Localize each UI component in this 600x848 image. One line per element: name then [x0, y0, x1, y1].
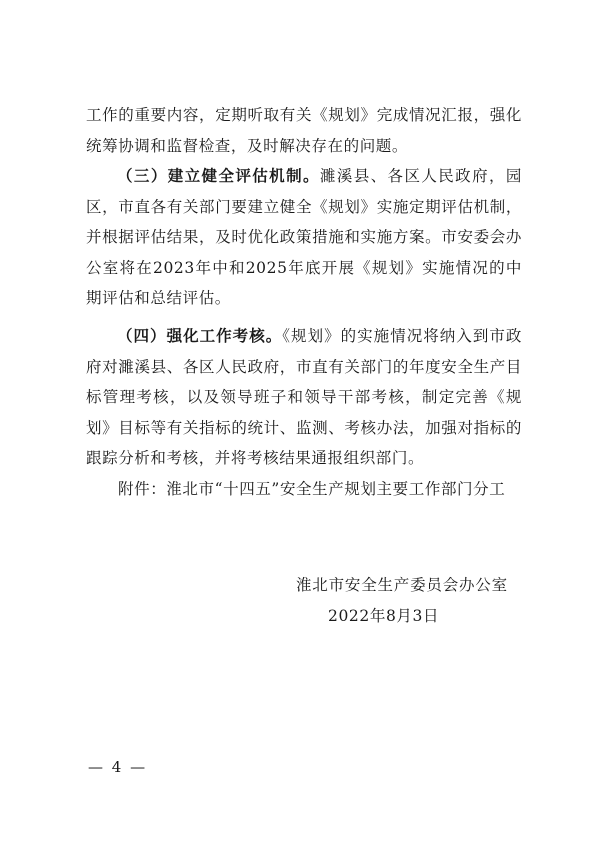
paragraph-continuation: 工作的重要内容，定期听取有关《规划》完成情况汇报，强化统筹协调和监督检查，及时解决存在的问题。 — [86, 106, 522, 155]
attachment-line: 附件：淮北市“十四五”安全生产规划主要工作部门分工 — [118, 480, 506, 498]
section-4-text: 《规划》的实施情况将纳入到市政府对濉溪县、各区人民政府，市直有关部门的年度安全生产目标管理考核，以及领导班子和领导干部考核，制定完善《规划》目标等有关指标的统计、监测、考核办法，加强对指标的跟踪分析和考核，并将考核结果通报组织部门。 — [86, 327, 522, 467]
section-3-text: 濉溪县、各区人民政府，园区，市直各有关部门要建立健全《规划》实施定期评估机制，并根据评估结果，及时优化政策措施和实施方案。市安委会办公室将在2023年中和2025年底开展《规划》实施情况的中期评估和总结评估。 — [86, 167, 522, 307]
signing-date: 2022年8月3日 — [328, 607, 440, 625]
page-number: — 4 — — [88, 758, 148, 776]
section-4-heading: （四）强化工作考核。 — [117, 327, 283, 345]
section-3-paragraph — [86, 161, 522, 314]
section-3-heading: （三）建立健全评估机制。 — [117, 167, 320, 185]
section-4-paragraph — [86, 321, 522, 474]
signing-organization: 淮北市安全生产委员会办公室 — [296, 576, 508, 594]
